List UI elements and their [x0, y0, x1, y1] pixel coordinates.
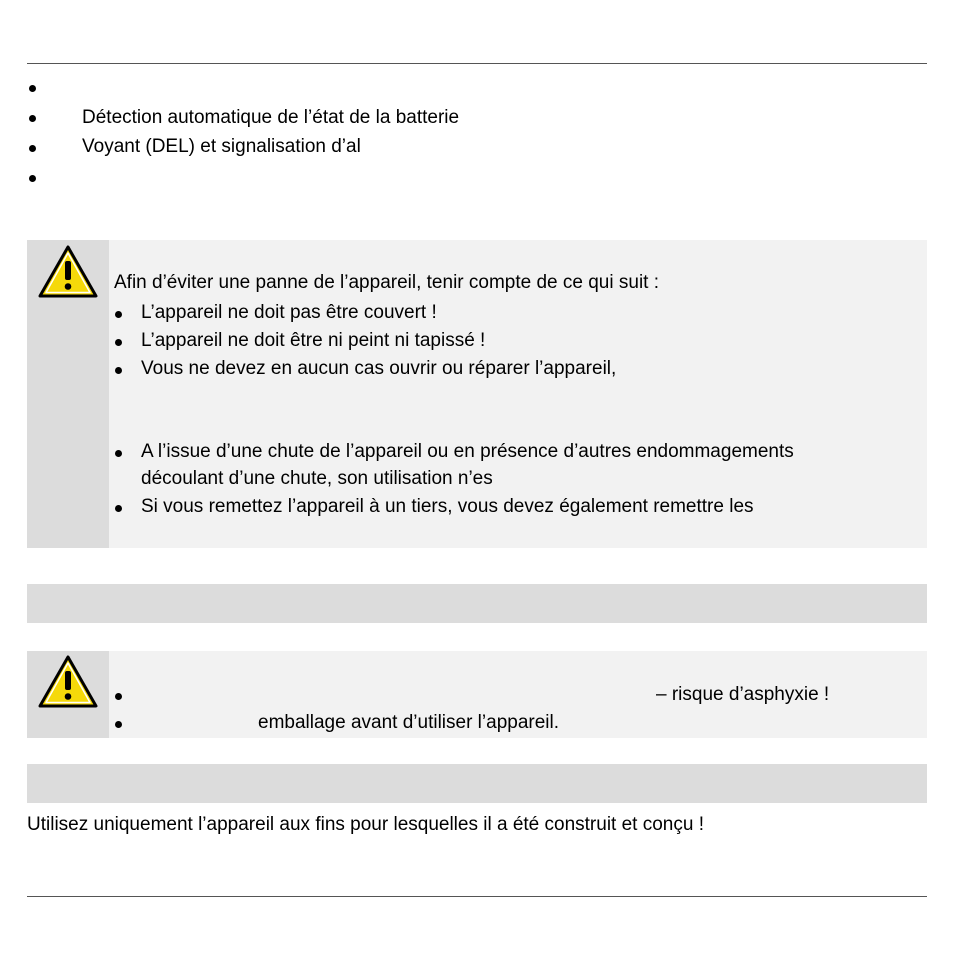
bullet-icon [115, 505, 122, 512]
warning-intro: Afin d’éviter une panne de l’appareil, tenir compte de ce qui suit : [114, 272, 659, 293]
warning2-item-1: – risque d’asphyxie ! [656, 684, 830, 705]
bullet-icon [29, 145, 36, 152]
warning-item-5: Si vous remettez l’appareil à un tiers, vous devez également remettre les [141, 496, 754, 517]
header-rule [27, 63, 927, 64]
section-heading-bar-1 [27, 584, 927, 623]
warning-item-4: A l’issue d’une chute de l’appareil ou en présence d’autres endommagements [141, 441, 794, 462]
warning-item-3: Vous ne devez en aucun cas ouvrir ou réparer l’appareil, [141, 358, 617, 379]
warning-triangle-icon [37, 244, 99, 300]
bullet-icon [29, 175, 36, 182]
bullet-icon [115, 721, 122, 728]
section-heading-bar-2 [27, 764, 927, 803]
bullet-icon [115, 339, 122, 346]
warning-triangle-icon [37, 654, 99, 710]
bullet-icon [29, 85, 36, 92]
bullet-icon [115, 367, 122, 374]
feature-item-3: Voyant (DEL) et signalisation d’al [82, 136, 361, 157]
warning-item-1: L’appareil ne doit pas être couvert ! [141, 302, 437, 323]
footer-rule [27, 896, 927, 897]
bullet-icon [115, 693, 122, 700]
bullet-icon [115, 311, 122, 318]
bullet-icon [115, 450, 122, 457]
warning-panel-2 [27, 651, 927, 738]
feature-item-2: Détection automatique de l’état de la batterie [82, 107, 460, 128]
bullet-icon [29, 115, 36, 122]
warning-panel-1 [27, 240, 927, 548]
usage-paragraph: Utilisez uniquement l’appareil aux fins pour lesquelles il a été construit et conçu ! [27, 814, 704, 835]
warning2-item-2: emballage avant d’utiliser l’appareil. [258, 712, 560, 733]
warning-item-4-continuation: découlant d’une chute, son utilisation n’es [141, 468, 493, 489]
warning-item-2: L’appareil ne doit être ni peint ni tapissé ! [141, 330, 486, 351]
